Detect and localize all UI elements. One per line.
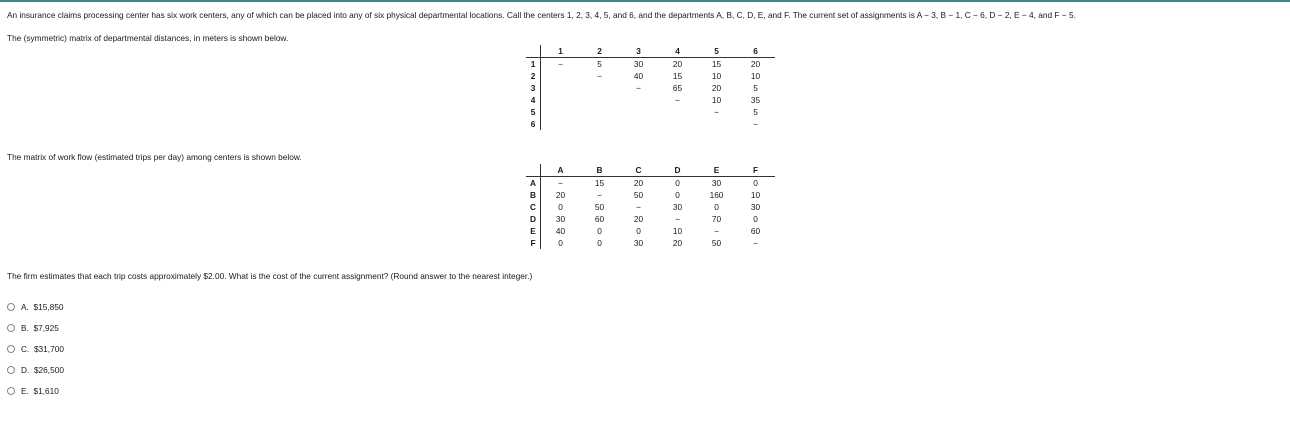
- flow-cell: −: [597, 190, 602, 200]
- distance-cell: 20: [750, 59, 761, 69]
- flow-cell: 70: [711, 214, 722, 224]
- flow-cell: 20: [555, 190, 566, 200]
- flow-cell: 0: [675, 190, 680, 200]
- distance-col-header: 1: [541, 45, 581, 58]
- distance-col-header: 3: [619, 45, 658, 58]
- flow-col-header: E: [697, 164, 736, 177]
- distance-cell: −: [597, 71, 602, 81]
- option-e[interactable]: [7, 380, 64, 401]
- distance-row: [526, 94, 775, 106]
- flow-cell: −: [753, 238, 758, 248]
- distance-cell: 30: [633, 59, 644, 69]
- flow-row-header: E: [526, 225, 541, 237]
- flow-cell: 30: [633, 238, 644, 248]
- flow-row-header: B: [526, 189, 541, 201]
- distance-cell: 10: [711, 71, 722, 81]
- flow-cell: −: [558, 178, 563, 188]
- flow-cell: −: [675, 214, 680, 224]
- distance-cell: [580, 94, 619, 106]
- option-d[interactable]: [7, 359, 64, 380]
- distance-cell: 10: [750, 71, 761, 81]
- flow-cell: 10: [672, 226, 683, 236]
- distance-row-header: 6: [526, 118, 541, 130]
- flow-cell: 0: [753, 178, 758, 188]
- distance-cell: [580, 106, 619, 118]
- flow-cell: 0: [597, 226, 602, 236]
- flow-cell: 0: [714, 202, 719, 212]
- flow-cell: 40: [555, 226, 566, 236]
- distance-cell: [541, 118, 581, 130]
- distance-cell: −: [714, 107, 719, 117]
- option-value: $26,500: [33, 364, 64, 375]
- flow-col-header: F: [736, 164, 775, 177]
- flow-row-header: A: [526, 177, 541, 190]
- answer-options: [7, 296, 64, 401]
- flow-col-header: D: [658, 164, 697, 177]
- distance-cell: [541, 94, 581, 106]
- distance-caption: The (symmetric) matrix of departmental distances, in meters is shown below.: [7, 33, 289, 43]
- flow-row-header: C: [526, 201, 541, 213]
- flow-cell: 10: [750, 190, 761, 200]
- distance-cell: 35: [750, 95, 761, 105]
- flow-cell: −: [714, 226, 719, 236]
- option-value: $1,610: [33, 385, 59, 396]
- distance-row: [526, 82, 775, 94]
- flow-corner: [526, 164, 541, 177]
- flow-cell: 30: [711, 178, 722, 188]
- flow-caption: The matrix of work flow (estimated trips per day) among centers is shown below.: [7, 152, 302, 162]
- distance-col-header: 4: [658, 45, 697, 58]
- flow-row-header: D: [526, 213, 541, 225]
- distance-row: [526, 58, 775, 71]
- flow-cell: 0: [597, 238, 602, 248]
- distance-cell: [580, 118, 619, 130]
- flow-cell: 160: [709, 190, 724, 200]
- distance-cell: 15: [711, 59, 722, 69]
- distance-row-header: 3: [526, 82, 541, 94]
- distance-cell: 15: [672, 71, 683, 81]
- flow-cell: 60: [594, 214, 605, 224]
- flow-cell: −: [636, 202, 641, 212]
- flow-cell: 15: [594, 178, 605, 188]
- option-value: $15,850: [33, 301, 64, 312]
- flow-cell: 50: [594, 202, 605, 212]
- option-value: $7,925: [33, 322, 59, 333]
- distance-corner: [526, 45, 541, 58]
- top-accent-bar: [0, 0, 1290, 2]
- flow-row: [526, 213, 775, 225]
- distance-row-header: 2: [526, 70, 541, 82]
- distance-cell: 40: [633, 71, 644, 81]
- distance-cell: [658, 106, 697, 118]
- flow-matrix: [526, 164, 775, 249]
- flow-cell: 30: [672, 202, 683, 212]
- distance-cell: 5: [753, 107, 758, 117]
- distance-cell: [619, 118, 658, 130]
- distance-cell: −: [753, 119, 758, 129]
- radio-button-icon[interactable]: [7, 366, 15, 374]
- distance-cell: [541, 70, 581, 82]
- flow-cell: 20: [672, 238, 683, 248]
- flow-cell: 0: [558, 202, 563, 212]
- distance-row-header: 1: [526, 58, 541, 71]
- flow-row: [526, 225, 775, 237]
- distance-cell: [619, 106, 658, 118]
- flow-header-row: [526, 164, 775, 177]
- option-letter: A.: [21, 301, 29, 312]
- radio-button-icon[interactable]: [7, 303, 15, 311]
- flow-cell: 30: [555, 214, 566, 224]
- question-text: The firm estimates that each trip costs approximately $2.00. What is the cost of the current assignment? (Round answer to the nearest integer.): [7, 271, 533, 281]
- distance-col-header: 5: [697, 45, 736, 58]
- flow-row: [526, 237, 775, 249]
- distance-col-header: 2: [580, 45, 619, 58]
- flow-cell: 50: [633, 190, 644, 200]
- distance-cell: 65: [672, 83, 683, 93]
- distance-cell: 5: [753, 83, 758, 93]
- distance-col-header: 6: [736, 45, 775, 58]
- flow-cell: 20: [633, 178, 644, 188]
- distance-cell: [697, 118, 736, 130]
- flow-cell: 50: [711, 238, 722, 248]
- distance-row: [526, 118, 775, 130]
- distance-cell: 20: [711, 83, 722, 93]
- option-letter: E.: [21, 385, 29, 396]
- distance-cell: −: [675, 95, 680, 105]
- flow-row: [526, 177, 775, 190]
- distance-row-header: 5: [526, 106, 541, 118]
- option-letter: D.: [21, 364, 30, 375]
- flow-cell: 0: [636, 226, 641, 236]
- flow-col-header: A: [541, 164, 581, 177]
- distance-matrix: [526, 45, 775, 130]
- flow-cell: 0: [675, 178, 680, 188]
- option-letter: B.: [21, 322, 29, 333]
- flow-row: [526, 201, 775, 213]
- distance-cell: 20: [672, 59, 683, 69]
- radio-button-icon[interactable]: [7, 345, 15, 353]
- option-c[interactable]: [7, 338, 64, 359]
- option-b[interactable]: [7, 317, 64, 338]
- radio-button-icon[interactable]: [7, 324, 15, 332]
- distance-row-header: 4: [526, 94, 541, 106]
- distance-row: [526, 70, 775, 82]
- distance-cell: 5: [597, 59, 602, 69]
- distance-cell: −: [558, 59, 563, 69]
- distance-cell: [541, 106, 581, 118]
- flow-cell: 20: [633, 214, 644, 224]
- flow-cell: 0: [753, 214, 758, 224]
- distance-cell: [619, 94, 658, 106]
- distance-cell: [541, 82, 581, 94]
- distance-row: [526, 106, 775, 118]
- flow-col-header: C: [619, 164, 658, 177]
- distance-cell: [658, 118, 697, 130]
- distance-header-row: [526, 45, 775, 58]
- distance-cell: −: [636, 83, 641, 93]
- radio-button-icon[interactable]: [7, 387, 15, 395]
- option-letter: C.: [21, 343, 30, 354]
- flow-cell: 60: [750, 226, 761, 236]
- flow-cell: 0: [558, 238, 563, 248]
- option-value: $31,700: [33, 343, 64, 354]
- flow-col-header: B: [580, 164, 619, 177]
- distance-cell: 10: [711, 95, 722, 105]
- flow-row-header: F: [526, 237, 541, 249]
- flow-row: [526, 189, 775, 201]
- option-a[interactable]: [7, 296, 64, 317]
- problem-intro: An insurance claims processing center has six work centers, any of which can be placed into any of six physical departmental locations. Call the centers 1, 2, 3, 4, 5, and 6, and the departments A, B, C, D, E, and F. The current set of assignments is A − 3, B − 1, C − 6, D − 2, E − 4, and F − 5.: [7, 10, 1076, 20]
- distance-cell: [580, 82, 619, 94]
- flow-cell: 30: [750, 202, 761, 212]
